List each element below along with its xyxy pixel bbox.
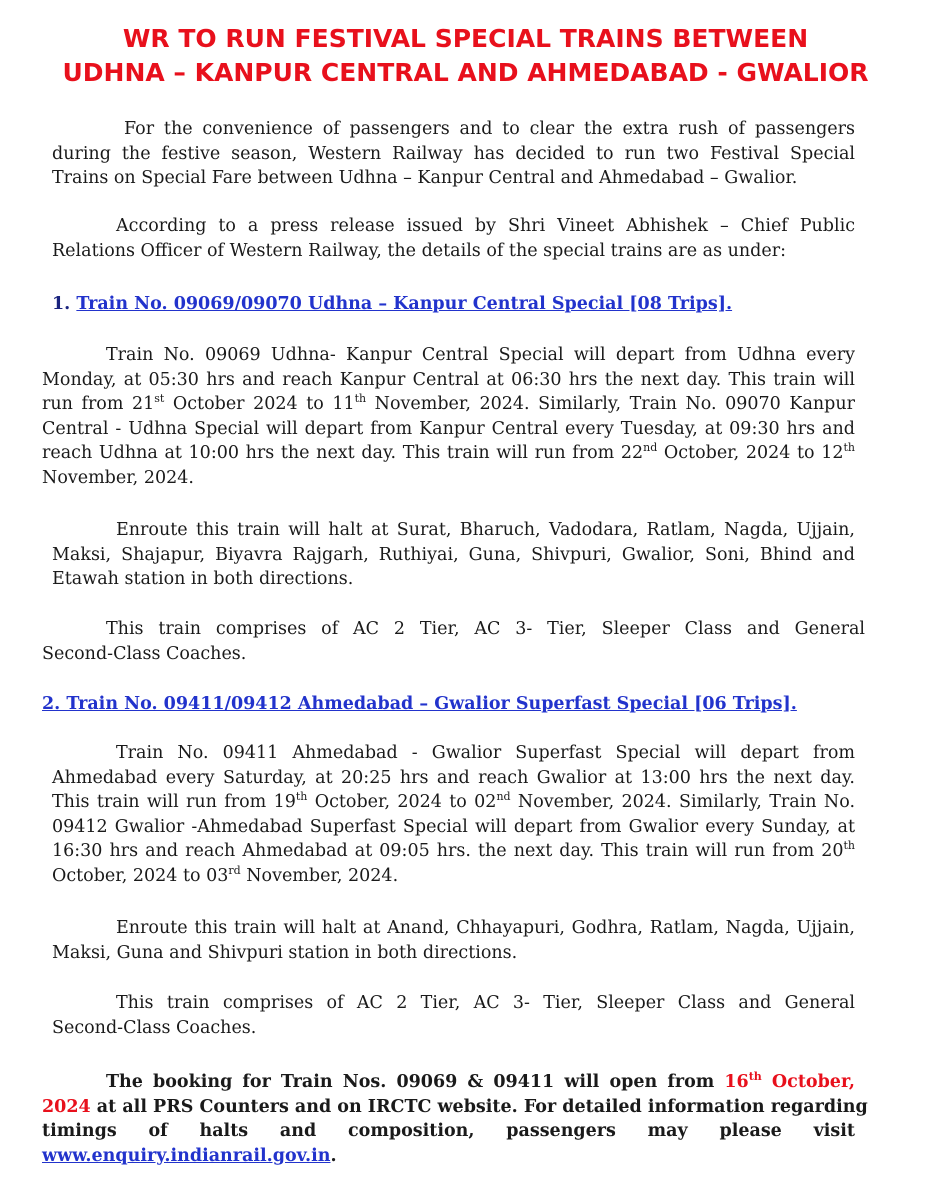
booking-line-2 (42, 1095, 868, 1120)
train-2-heading (42, 692, 797, 716)
train-1-line-4: Central - Udhna Special will depart from Kanpur Central every Tuesday, at 09:30 hrs and (42, 418, 855, 439)
train-1-halts-line-2: Maksi, Shajapur, Biyavra Rajgarh, Ruthiyai, Guna, Shivpuri, Gwalior, Soni, Bhind and (52, 544, 855, 565)
t1-d5a: reach Udhna at 10:00 hrs the next day. This train will run from 22 (42, 443, 644, 463)
train-2-halts (52, 916, 855, 965)
train-1-halts-line-1: Enroute this train will halt at Surat, Bharuch, Vadodara, Ratlam, Nagda, Ujjain, (116, 520, 855, 540)
train-2-line-1: Train No. 09411 Ahmedabad - Gwalior Superfast Special will depart from (116, 743, 855, 763)
train-1-heading-link[interactable]: Train No. 09069/09070 Udhna – Kanpur Central Special [08 Trips]. (76, 294, 733, 314)
t1-d3s2: th (354, 392, 367, 406)
t2-d5a: 16:30 hrs and reach Ahmedabad at 09:05 hrs. the next day. This train will run from 20 (52, 841, 844, 861)
train-2-heading-link[interactable]: 2. Train No. 09411/09412 Ahmedabad – Gwalior Superfast Special [06 Trips]. (42, 694, 797, 714)
press-line-1: According to a press release issued by Shri Vineet Abhishek – Chief Public (116, 216, 855, 236)
t1-d5s1: nd (643, 441, 658, 455)
booking-l2b: at all PRS Counters and on IRCTC website. For detailed information regarding (90, 1096, 868, 1117)
train-2-line-3 (52, 790, 855, 815)
train-1-line-2: Monday, at 05:30 hrs and reach Kanpur Central at 06:30 hrs the next day. This train will (42, 369, 855, 390)
t1-d3a: run from 21 (42, 394, 155, 414)
train-1-halts-line-3: Etawah station in both directions. (52, 569, 354, 589)
t2-d3a: This train will run from 19 (52, 792, 296, 812)
intro-line-3: Trains on Special Fare between Udhna – Kanpur Central and Ahmedabad – Gwalior. (52, 168, 798, 188)
train-2-line-2: Ahmedabad every Saturday, at 20:25 hrs and reach Gwalior at 13:00 hrs the next day. (52, 767, 855, 788)
t2-d5s1: th (843, 839, 855, 853)
t2-d6a: October, 2024 to 03 (52, 865, 229, 886)
train-2-composition-line-1: This train comprises of AC 2 Tier, AC 3- Tier, Sleeper Class and General (116, 993, 855, 1013)
t1-d5b: October, 2024 to 12 (657, 443, 844, 463)
intro-line-1: For the convenience of passengers and to clear the extra rush of passengers (124, 119, 855, 139)
intro-line-2: during the festive season, Western Railway has decided to run two Festival Special (52, 143, 855, 164)
booking-year: 2024 (42, 1096, 91, 1117)
train-1-line-3 (42, 392, 855, 417)
booking-date-sup: th (748, 1070, 762, 1084)
train-1-line-1: Train No. 09069 Udhna- Kanpur Central Special will depart from Udhna every (106, 345, 855, 365)
t1-d3c: November, 2024. Similarly, Train No. 09070 Kanpur (366, 394, 855, 414)
t1-d3b: October 2024 to 11 (164, 394, 355, 414)
t2-d6b: November, 2024. (240, 865, 399, 886)
booking-paragraph (42, 1070, 868, 1168)
booking-line-1 (42, 1070, 855, 1095)
train-1-line-5 (42, 441, 855, 466)
t2-d3b: October, 2024 to 02 (307, 792, 497, 812)
booking-l1a: The booking for Train Nos. 09069 & 09411 will open from (106, 1072, 725, 1092)
t2-d3c: November, 2024. Similarly, Train No. (510, 792, 856, 812)
train-2-halts-line-1: Enroute this train will halt at Anand, Chhayapuri, Godhra, Ratlam, Nagda, Ujjain, (116, 918, 855, 938)
t2-d3s2: nd (496, 790, 511, 804)
t1-d5s2: th (843, 441, 856, 455)
train-1-heading-number: 1. (52, 294, 71, 314)
train-2-composition-line-2: Second-Class Coaches. (52, 1017, 257, 1038)
press-paragraph (52, 214, 855, 263)
press-line-2: Relations Officer of Western Railway, the details of the special trains are as under: (52, 240, 786, 261)
train-2-composition (52, 991, 855, 1040)
train-2-line-5 (52, 839, 855, 864)
train-2-halts-line-2: Maksi, Guna and Shivpuri station in both directions. (52, 942, 518, 963)
booking-date (724, 1072, 855, 1092)
train-1-composition (42, 617, 865, 666)
booking-line-4 (42, 1144, 855, 1169)
enquiry-website-link[interactable]: www.enquiry.indianrail.gov.in (42, 1145, 331, 1166)
title-line-2: UDHNA – KANPUR CENTRAL AND AHMEDABAD - GWALIOR (62, 58, 869, 87)
train-1-details (42, 343, 855, 490)
t2-d6s1: rd (228, 863, 241, 877)
train-1-line-6: November, 2024. (42, 467, 194, 488)
booking-line-3: timings of halts and composition, passengers may please visit (42, 1121, 855, 1141)
t1-d3s1: st (154, 392, 165, 406)
train-2-line-4: 09412 Gwalior -Ahmedabad Superfast Special will depart from Gwalior every Sunday, at (52, 816, 855, 837)
press-release-title (0, 22, 931, 90)
train-1-heading (52, 292, 732, 316)
train-1-composition-line-1: This train comprises of AC 2 Tier, AC 3- Tier, Sleeper Class and General (106, 619, 865, 639)
booking-l4end: . (330, 1145, 337, 1166)
train-2-details (52, 741, 855, 888)
intro-paragraph (52, 117, 855, 191)
booking-date-month: October, (761, 1072, 855, 1092)
title-line-1: WR TO RUN FESTIVAL SPECIAL TRAINS BETWEEN (122, 24, 809, 53)
booking-date-day: 16 (724, 1072, 749, 1092)
t2-d3s1: th (295, 790, 308, 804)
train-2-line-6 (52, 864, 855, 889)
train-1-composition-line-2: Second-Class Coaches. (42, 643, 247, 664)
train-1-halts (52, 518, 855, 592)
